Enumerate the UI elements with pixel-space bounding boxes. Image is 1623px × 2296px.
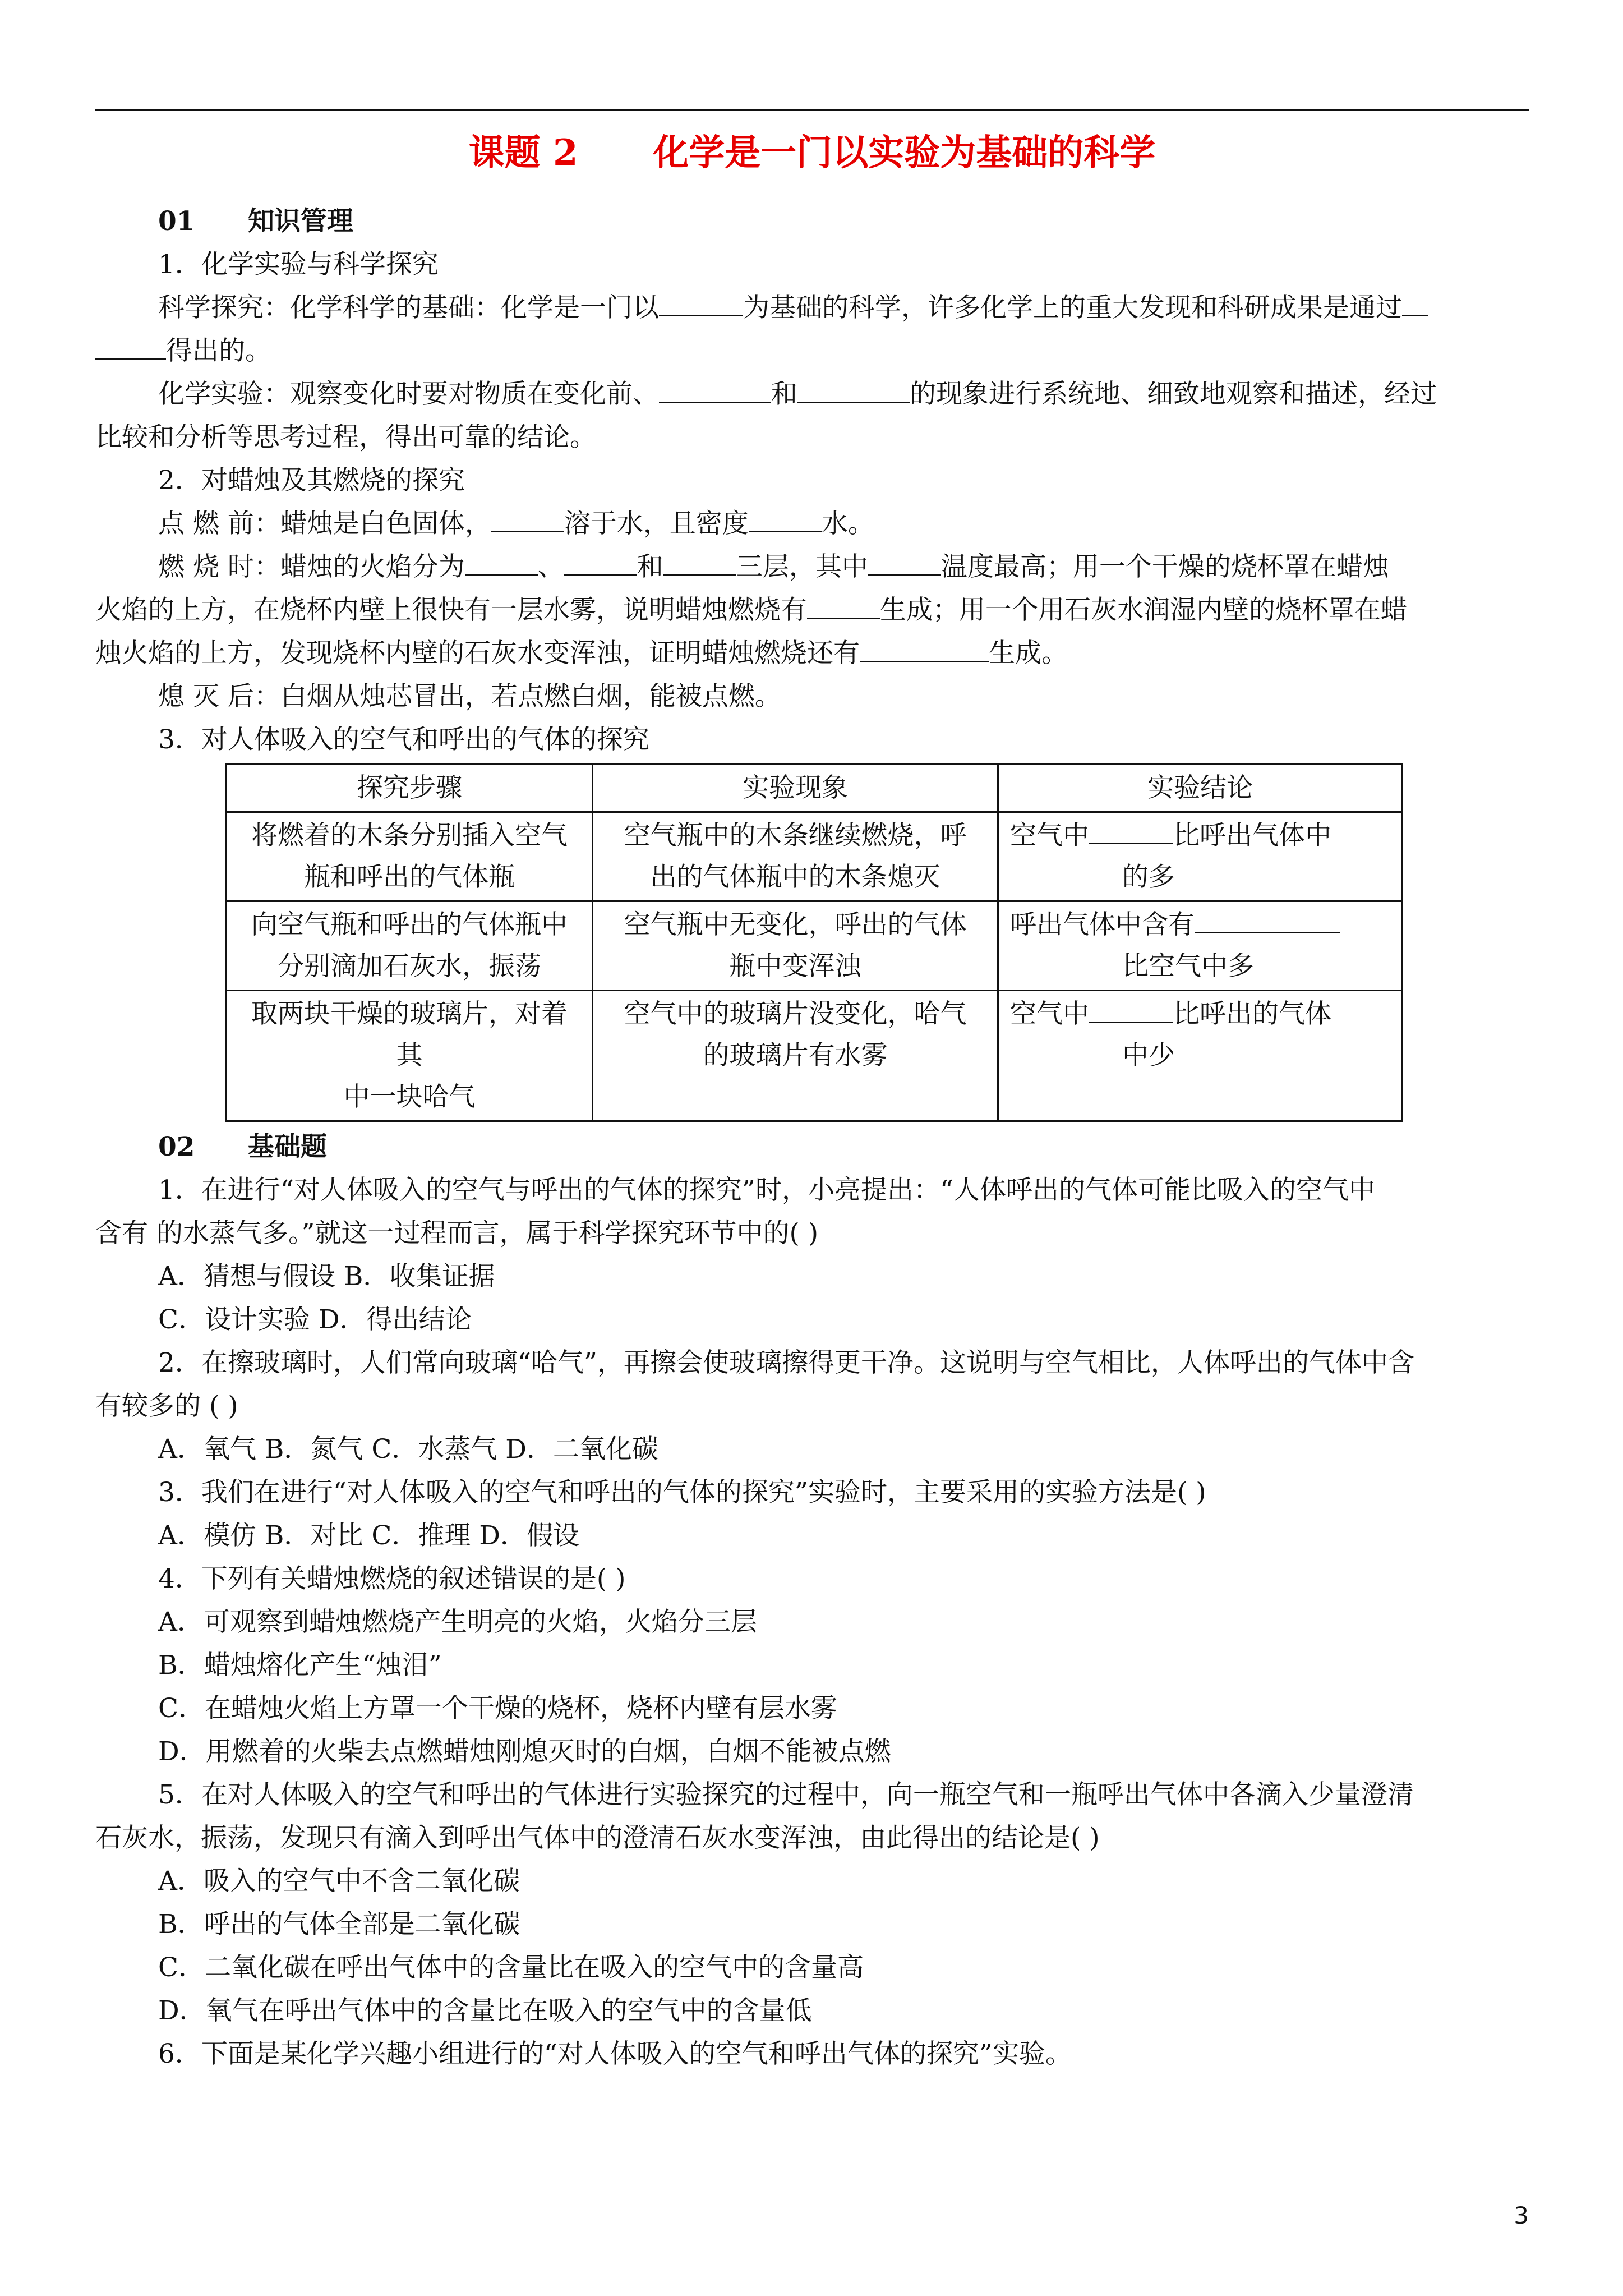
paragraph-chem-experiment: 化学实验：观察变化时要对物质在变化前、 和 的现象进行系统地、细致地观察和描述，经过 xyxy=(158,379,1437,409)
fill-blank[interactable] xyxy=(659,379,771,403)
paragraph-science-inquiry-cont: 得出的。 xyxy=(95,329,1530,372)
fill-blank[interactable] xyxy=(1089,821,1173,844)
fill-blank[interactable] xyxy=(749,509,822,532)
page-title: 课题 2 化学是一门以实验为基础的科学 xyxy=(468,132,1156,174)
question-1-cont: 含有 的水蒸气多。”就这一过程而言，属于科学探究环节中的( ) xyxy=(95,1218,819,1249)
question-5-option-c: C．二氧化碳在呼出气体中的含量比在吸入的空气中的含量高 xyxy=(158,1952,864,1983)
table-row xyxy=(227,991,1403,1121)
question-5-option-b: B．呼出的气体全部是二氧化碳 xyxy=(158,1909,520,1940)
table-header: 实验现象 xyxy=(593,765,998,812)
page-number: 3 xyxy=(1514,2202,1529,2229)
heading-1: 1．化学实验与科学探究 xyxy=(158,249,439,280)
experiment-table xyxy=(225,763,1403,1122)
fill-blank[interactable] xyxy=(1402,293,1428,316)
fill-blank[interactable] xyxy=(807,595,880,619)
section-heading-knowledge: 01 知识管理 xyxy=(158,206,353,237)
candle-after: 熄 灭 后：白烟从烛芯冒出，若点燃白烟，能被点燃。 xyxy=(158,681,781,712)
fill-blank[interactable] xyxy=(868,552,941,576)
table-cell-phenomenon: 空气瓶中无变化，呼出的气体 瓶中变浑浊 xyxy=(593,901,998,991)
fill-blank[interactable] xyxy=(663,552,736,576)
candle-during-cont2: 烛火焰的上方，发现烧杯内壁的石灰水变浑浊，证明蜡烛燃烧还有 生成。 xyxy=(95,638,1068,669)
table-cell-step: 取两块干燥的玻璃片，对着其 中一块哈气 xyxy=(227,991,593,1121)
header-rule xyxy=(95,109,1529,111)
question-1-options-ab: A．猜想与假设 B．收集证据 xyxy=(158,1261,495,1292)
fill-blank[interactable] xyxy=(564,552,637,576)
table-cell-phenomenon: 空气瓶中的木条继续燃烧，呼 出的气体瓶中的木条熄灭 xyxy=(593,812,998,901)
question-4-option-c: C．在蜡烛火焰上方罩一个干燥的烧杯，烧杯内壁有层水雾 xyxy=(158,1693,837,1724)
table-cell-phenomenon: 空气中的玻璃片没变化，哈气 的玻璃片有水雾 xyxy=(593,991,998,1121)
heading-3: 3．对人体吸入的空气和呼出的气体的探究 xyxy=(158,724,649,755)
question-4: 4．下列有关蜡烛燃烧的叙述错误的是( ) xyxy=(158,1563,626,1594)
question-2-options: A．氧气 B．氮气 C．水蒸气 D．二氧化碳 xyxy=(158,1434,658,1465)
question-5-cont: 石灰水，振荡，发现只有滴入到呼出气体中的澄清石灰水变浑浊，由此得出的结论是( ) xyxy=(95,1823,1100,1853)
question-4-option-a: A．可观察到蜡烛燃烧产生明亮的火焰，火焰分三层 xyxy=(158,1607,757,1637)
question-5-option-d: D．氧气在呼出气体中的含量比在吸入的空气中的含量低 xyxy=(158,1995,812,2026)
question-5-option-a: A．吸入的空气中不含二氧化碳 xyxy=(158,1866,520,1897)
table-header: 探究步骤 xyxy=(227,765,593,812)
fill-blank[interactable] xyxy=(95,336,166,360)
paragraph-chem-experiment-cont: 比较和分析等思考过程，得出可靠的结论。 xyxy=(95,422,596,453)
heading-2: 2．对蜡烛及其燃烧的探究 xyxy=(158,465,465,496)
fill-blank[interactable] xyxy=(659,293,743,316)
fill-blank[interactable] xyxy=(491,509,564,532)
table-header-row xyxy=(227,765,1403,812)
fill-blank[interactable] xyxy=(860,638,989,662)
question-6: 6．下面是某化学兴趣小组进行的“对人体吸入的空气和呼出气体的探究”实验。 xyxy=(158,2039,1072,2069)
question-2-cont: 有较多的 ( ) xyxy=(95,1391,238,1421)
question-4-option-b: B．蜡烛熔化产生“烛泪” xyxy=(158,1650,442,1681)
table-cell-step: 向空气瓶和呼出的气体瓶中 分别滴加石灰水，振荡 xyxy=(227,901,593,991)
table-row xyxy=(227,901,1403,991)
table-header: 实验结论 xyxy=(998,765,1403,812)
table-cell-conclusion: 空气中 比呼出气体中 的多 xyxy=(998,812,1403,901)
candle-during: 燃 烧 时：蜡烛的火焰分为 、 和 三层，其中 温度最高；用一个干燥的烧杯罩在蜡烛 xyxy=(158,551,1389,582)
section-heading-basic: 02 基础题 xyxy=(158,1131,327,1162)
document-body xyxy=(95,200,1530,2076)
question-3: 3．我们在进行“对人体吸入的空气和呼出的气体的探究”实验时，主要采用的实验方法是( ) xyxy=(158,1477,1206,1508)
question-1: 1．在进行“对人体吸入的空气与呼出的气体的探究”时，小亮提出：“人体呼出的气体可能比吸入的空气中 xyxy=(158,1175,1375,1205)
question-1-options-cd: C．设计实验 D．得出结论 xyxy=(158,1304,472,1335)
question-5: 5．在对人体吸入的空气和呼出的气体进行实验探究的过程中，向一瓶空气和一瓶呼出气体中各滴入少量澄清 xyxy=(158,1779,1414,1810)
question-4-option-d: D．用燃着的火柴去点燃蜡烛刚熄灭时的白烟，白烟不能被点燃 xyxy=(158,1736,891,1767)
question-2: 2．在擦玻璃时，人们常向玻璃“哈气”，再擦会使玻璃擦得更干净。这说明与空气相比，人体呼出的气体中含 xyxy=(158,1347,1414,1378)
table-cell-conclusion: 呼出气体中含有 比空气中多 xyxy=(998,901,1403,991)
table-row xyxy=(227,812,1403,901)
candle-during-cont1: 火焰的上方，在烧杯内壁上很快有一层水雾，说明蜡烛燃烧有 生成；用一个用石灰水润湿内壁的烧杯罩在蜡 xyxy=(95,595,1407,625)
table-cell-step: 将燃着的木条分别插入空气 瓶和呼出的气体瓶 xyxy=(227,812,593,901)
paragraph-science-inquiry: 科学探究：化学科学的基础：化学是一门以 为基础的科学，许多化学上的重大发现和科研成果是通过 xyxy=(158,286,1530,329)
candle-before: 点 燃 前：蜡烛是白色固体， 溶于水，且密度 水。 xyxy=(158,508,874,539)
table-cell-conclusion: 空气中 比呼出的气体 中少 xyxy=(998,991,1403,1121)
question-3-options: A．模仿 B．对比 C．推理 D．假设 xyxy=(158,1520,579,1551)
fill-blank[interactable] xyxy=(1195,910,1340,933)
fill-blank[interactable] xyxy=(797,379,910,403)
fill-blank[interactable] xyxy=(1089,999,1173,1023)
fill-blank[interactable] xyxy=(465,552,538,576)
